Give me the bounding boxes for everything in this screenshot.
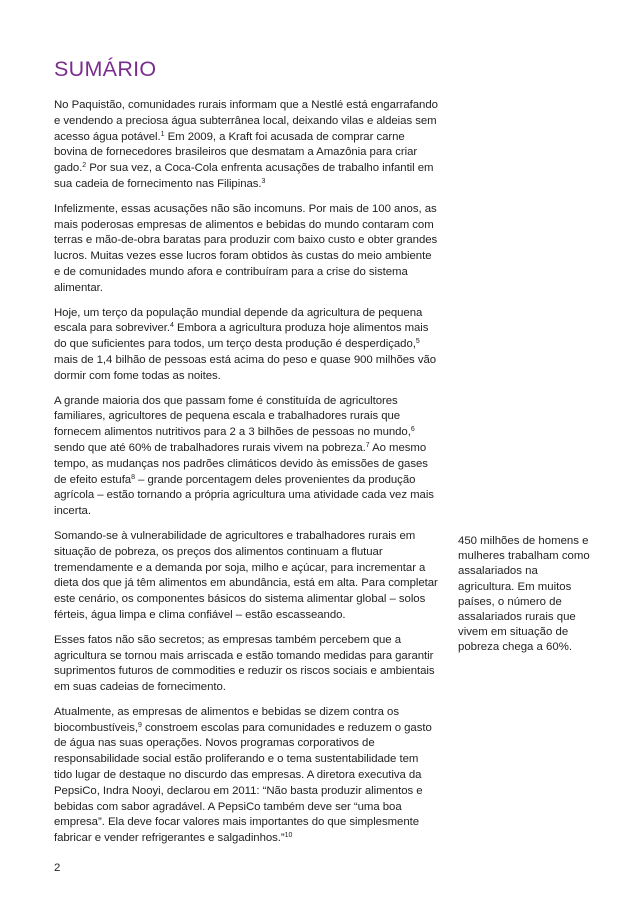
page-title: SUMÁRIO — [54, 57, 157, 81]
paragraph-text: sendo que até 60% de trabalhadores rurais vivem na pobreza. — [54, 441, 366, 454]
paragraph-text: Ao mesmo tempo, as mudanças nos padrões climáticos devido às emissões de gases de efeito estufa — [54, 441, 428, 486]
footnote-marker: 6 — [410, 426, 415, 434]
paragraph-text: Por sua vez, a Coca-Cola enfrenta acusações de trabalho infantil em sua cadeia de fornecimento nas Filipinas. — [54, 162, 434, 190]
footnote-marker: 3 — [261, 177, 266, 185]
paragraph-text: – grande porcentagem deles provenientes da produção agrícola – estão tornando a própria agricultura uma atividade cada vez mais incerta. — [54, 473, 434, 518]
paragraph-text: Esses fatos não são secretos; as empresas também percebem que a agricultura se tornou mais arriscada e estão tomando medidas para garantir suprimentos futuros de commodities e reduzir os riscos sociais e ambientais em suas cadeias de fornecimento. — [54, 633, 435, 694]
paragraph-text: Somando-se à vulnerabilidade de agricultores e trabalhadores rurais em situação de pobreza, os preços dos alimentos continuam a flutuar tremendamente e a demanda por soja, milho e açúcar, para incrementar a dieta dos que já têm alimentos em abundância, está em alta. Para completar este cenário, os componentes básicos do sistema alimentar global – solos férteis, água limpa e clima confiável – estão escasseando. — [54, 529, 438, 621]
footnote-marker: 8 — [131, 473, 135, 481]
paragraph-text: Embora a agricultura produza hoje alimentos mais do que suficientes para todos, um terço desta produção é desperdiçado, — [54, 322, 429, 351]
body-paragraph — [54, 98, 439, 193]
footnote-marker: 1 — [160, 130, 165, 138]
footnote-marker: 2 — [82, 162, 87, 170]
paragraph-text: Infelizmente, essas acusações não são incomuns. Por mais de 100 anos, as mais poderosas empresas de alimentos e bebidas do mundo contaram com terras e mão-de-obra baratas para produzir com baixo custo e obter grandes lucros. Muitas vezes esse lucros foram obtidos às custas do meio ambiente e de comunidades mundo afora e contribuíram para a crise do sistema alimentar. — [54, 202, 438, 294]
paragraph-text: Hoje, um terço da população mundial depende da agricultura de pequena escala para sobreviver. — [54, 306, 423, 335]
footnote-marker: 5 — [415, 338, 420, 346]
footnote-marker: 10 — [284, 832, 293, 840]
page-number: 2 — [54, 862, 61, 874]
paragraph-text: mais de 1,4 bilhão de pessoas está acima do peso e quase 900 milhões vão dormir com fome todas as noites. — [54, 353, 437, 382]
paragraph-text: No Paquistão, comunidades rurais informam que a Nestlé está engarrafando e vendendo a preciosa água subterrânea local, deixando vilas e aldeias sem acesso água potável. — [54, 99, 438, 143]
footnote-marker: 4 — [169, 322, 174, 330]
sidebar-callout: 450 milhões de homens e mulheres trabalham como assalariados na agricultura. Em muitos países, o número de assalariados rurais que vivem em situação de pobreza chega a 60%. — [458, 535, 590, 654]
paragraph-text: Em 2009, a Kraft foi acusada de comprar carne bovina de fornecedores brasileiros que desmatam a Amazônia para criar gado. — [54, 130, 418, 175]
body-paragraph — [54, 394, 439, 520]
body-paragraph — [54, 202, 439, 297]
main-text-column — [54, 98, 439, 856]
body-paragraph — [54, 306, 439, 385]
paragraph-text: A grande maioria dos que passam fome é constituída de agricultores familiares, agricultores de pequena escala e trabalhadores rurais que fornecem alimentos nutritivos para 2 a 3 bilhões de pessoas no mundo, — [54, 394, 411, 439]
footnote-marker: 7 — [365, 441, 370, 449]
body-paragraph — [54, 529, 439, 624]
paragraph-text: Atualmente, as empresas de alimentos e bebidas se dizem contra os biocombustíveis, — [54, 705, 399, 734]
body-paragraph — [54, 633, 439, 696]
body-paragraph — [54, 705, 439, 847]
paragraph-text: constroem escolas para comunidades e reduzem o gasto de água nas suas operações. Novos programas corporativos de responsabilidade social estão proliferando e o tema sustentabilidade tem tido lugar de destaque no discurdo das empresas. A diretora executiva da PepsiCo, Indra Nooyi, declarou em 2011: “Não basta produzir alimentos e bebidas com sabor agradável. A PepsiCo também deve ser “uma boa empresa”. Ela deve focar valores mais importantes do que simplesmente fabricar e vender refrigerantes e salgadinhos.” — [54, 721, 432, 845]
footnote-marker: 9 — [138, 721, 142, 729]
